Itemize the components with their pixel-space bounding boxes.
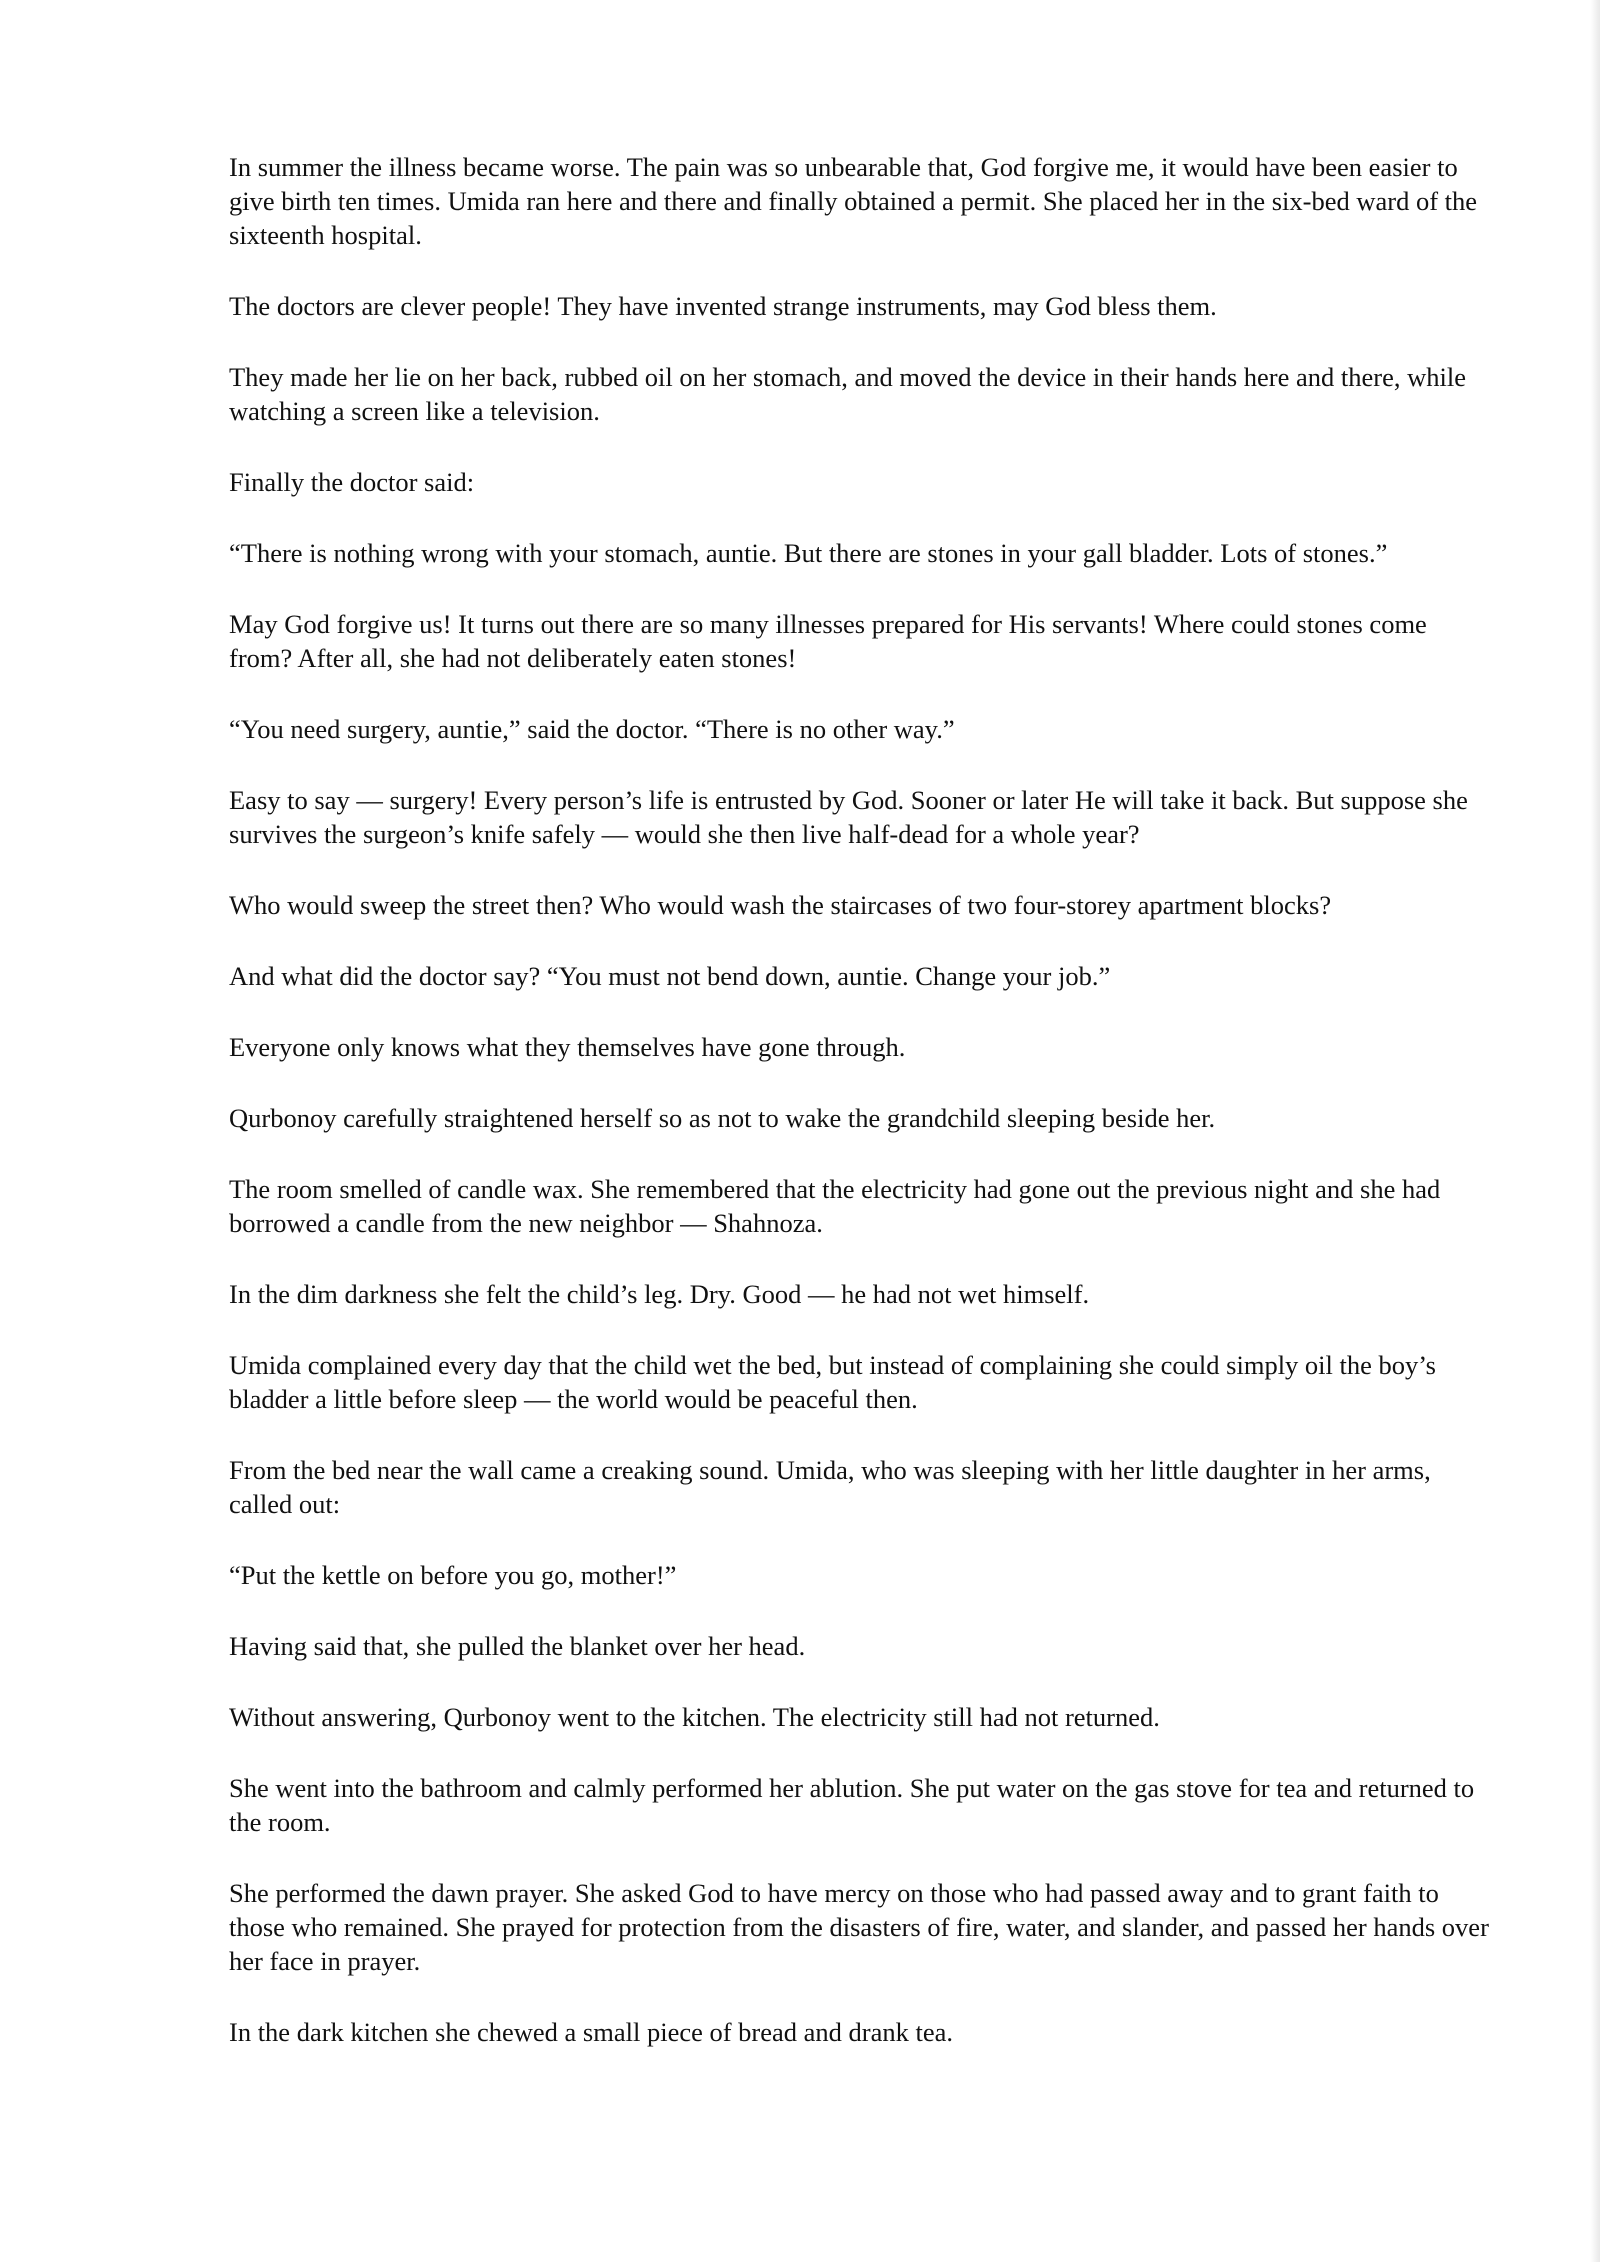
paragraph: “There is nothing wrong with your stomach, auntie. But there are stones in your gall bladder. Lots of stones.”: [229, 538, 1388, 568]
paragraph: They made her lie on her back, rubbed oil on her stomach, and moved the device in their hands here and there, while watching a screen like a television.: [229, 362, 1466, 426]
paragraph: From the bed near the wall came a creaking sound. Umida, who was sleeping with her little daughter in her arms, called out:: [229, 1455, 1431, 1519]
paragraph: Who would sweep the street then? Who would wash the staircases of two four-storey apartment blocks?: [229, 890, 1332, 920]
paragraph: “You need surgery, auntie,” said the doctor. “There is no other way.”: [229, 714, 955, 744]
paragraph: May God forgive us! It turns out there are so many illnesses prepared for His servants! Where could stones come from? After all, she had not deliberately eaten stones!: [229, 609, 1427, 673]
paragraph: Having said that, she pulled the blanket over her head.: [229, 1631, 806, 1661]
paragraph: The room smelled of candle wax. She remembered that the electricity had gone out the previous night and she had borrowed a candle from the new neighbor — Shahnoza.: [229, 1174, 1441, 1238]
paragraph: Easy to say — surgery! Every person’s life is entrusted by God. Sooner or later He will take it back. But suppose she survives the surgeon’s knife safely — would she then live half-dead for a whole year?: [229, 785, 1468, 849]
paragraph: Everyone only knows what they themselves have gone through.: [229, 1032, 906, 1062]
paragraph: Qurbonoy carefully straightened herself so as not to wake the grandchild sleeping beside her.: [229, 1103, 1216, 1133]
paragraph: Umida complained every day that the child wet the bed, but instead of complaining she could simply oil the boy’s bladder a little before sleep — the world would be peaceful then.: [229, 1350, 1436, 1414]
paragraph: In summer the illness became worse. The pain was so unbearable that, God forgive me, it would have been easier to give birth ten times. Umida ran here and there and finally obtained a permit. She placed her in the six-bed ward of the sixteenth hospital.: [229, 152, 1478, 250]
paragraph: “Put the kettle on before you go, mother!”: [229, 1560, 677, 1590]
page-edge-shadow: [1590, 0, 1600, 2262]
paragraph: In the dark kitchen she chewed a small piece of bread and drank tea.: [229, 2017, 954, 2047]
paragraph: Finally the doctor said:: [229, 467, 475, 497]
document-body: [229, 150, 1489, 2086]
paragraph: And what did the doctor say? “You must not bend down, auntie. Change your job.”: [229, 961, 1111, 991]
paragraph: The doctors are clever people! They have invented strange instruments, may God bless them.: [229, 291, 1217, 321]
paragraph: She performed the dawn prayer. She asked God to have mercy on those who had passed away and to grant faith to those who remained. She prayed for protection from the disasters of fire, water, and slander, and passed her hands over her face in prayer.: [229, 1878, 1489, 1976]
paragraph: Without answering, Qurbonoy went to the kitchen. The electricity still had not returned.: [229, 1702, 1160, 1732]
paragraph: In the dim darkness she felt the child’s leg. Dry. Good — he had not wet himself.: [229, 1279, 1090, 1309]
paragraph: She went into the bathroom and calmly performed her ablution. She put water on the gas stove for tea and returned to the room.: [229, 1773, 1475, 1837]
